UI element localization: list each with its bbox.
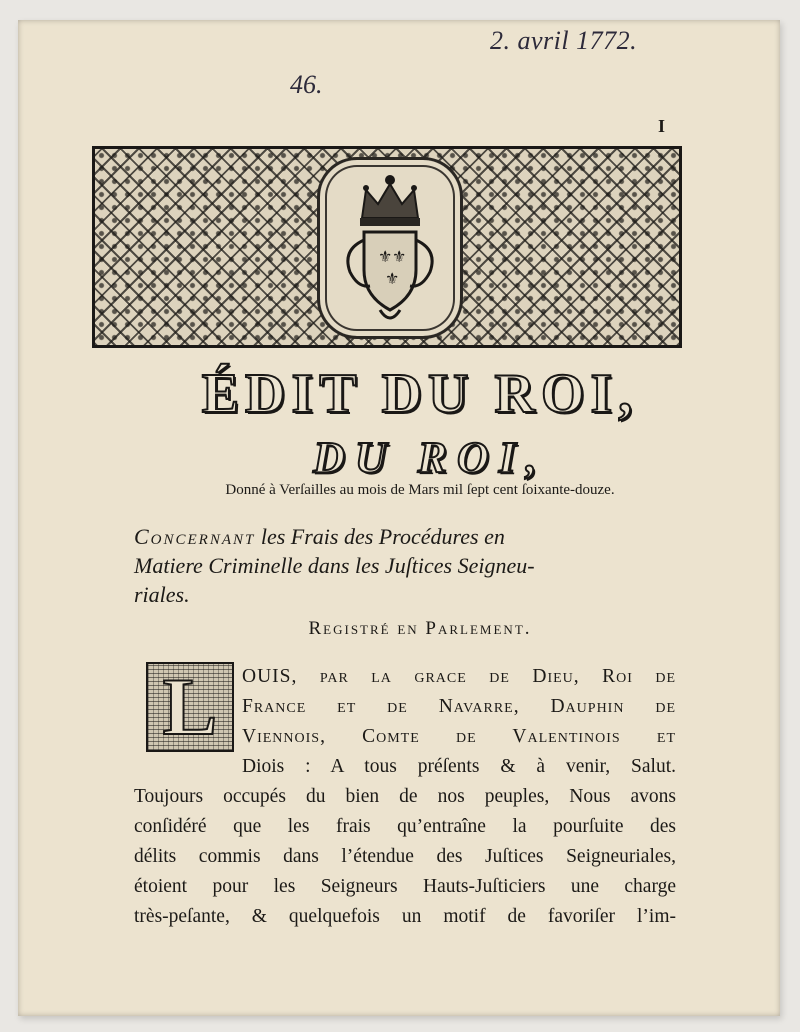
- concerning-line: les Frais des Procédures en: [255, 524, 505, 549]
- edict-subtitle: DU ROI,: [313, 433, 547, 482]
- page-number: I: [658, 116, 666, 136]
- registered-line: Registré en Parlement.: [308, 618, 532, 639]
- concerning-paragraph: [134, 522, 674, 609]
- concerning-line: Matiere Criminelle dans les Juſtices Seigneu-: [134, 553, 535, 578]
- edict-title: ÉDIT DU ROI,: [201, 363, 639, 425]
- concerning-lead: Concernant: [134, 524, 256, 549]
- text-line: étoient pour les Seigneurs Hauts-Juſticiers une charge: [134, 876, 676, 897]
- text-line: Viennois, Comte de Valentinois et: [242, 726, 676, 747]
- text-line: OUIS, par la grace de Dieu, Roi de: [242, 666, 676, 687]
- svg-text:⚜: ⚜: [378, 247, 393, 266]
- svg-text:⚜: ⚜: [385, 269, 400, 288]
- text-line: conſidéré que les frais qu’entraîne la pourſuite des: [134, 816, 676, 837]
- handwritten-number: 46.: [290, 70, 323, 99]
- text-line: France et de Navarre, Dauphin de: [242, 696, 676, 717]
- text-line: délits commis dans l’étendue des Juſtices Seigneuriales,: [134, 846, 676, 867]
- fleur-de-lis-pattern-icon: [92, 146, 682, 348]
- svg-text:⚜: ⚜: [392, 247, 407, 266]
- body-text: [134, 662, 676, 932]
- handwritten-date: 2. avril 1772.: [490, 26, 638, 55]
- given-at-line: Donné à Verſailles au mois de Mars mil ſept cent ſoixante-douze.: [225, 482, 615, 498]
- text-line: très-peſante, & quelquefois un motif de favoriſer l’im-: [134, 906, 676, 927]
- dropcap-letter: L: [162, 661, 218, 752]
- text-line: Diois : A tous préſents & à venir, Salut.: [242, 756, 676, 777]
- concerning-line: riales.: [134, 582, 190, 607]
- royal-crown-shield-icon: [317, 157, 463, 339]
- text-line: Toujours occupés du bien de nos peuples, Nous avons: [134, 786, 676, 807]
